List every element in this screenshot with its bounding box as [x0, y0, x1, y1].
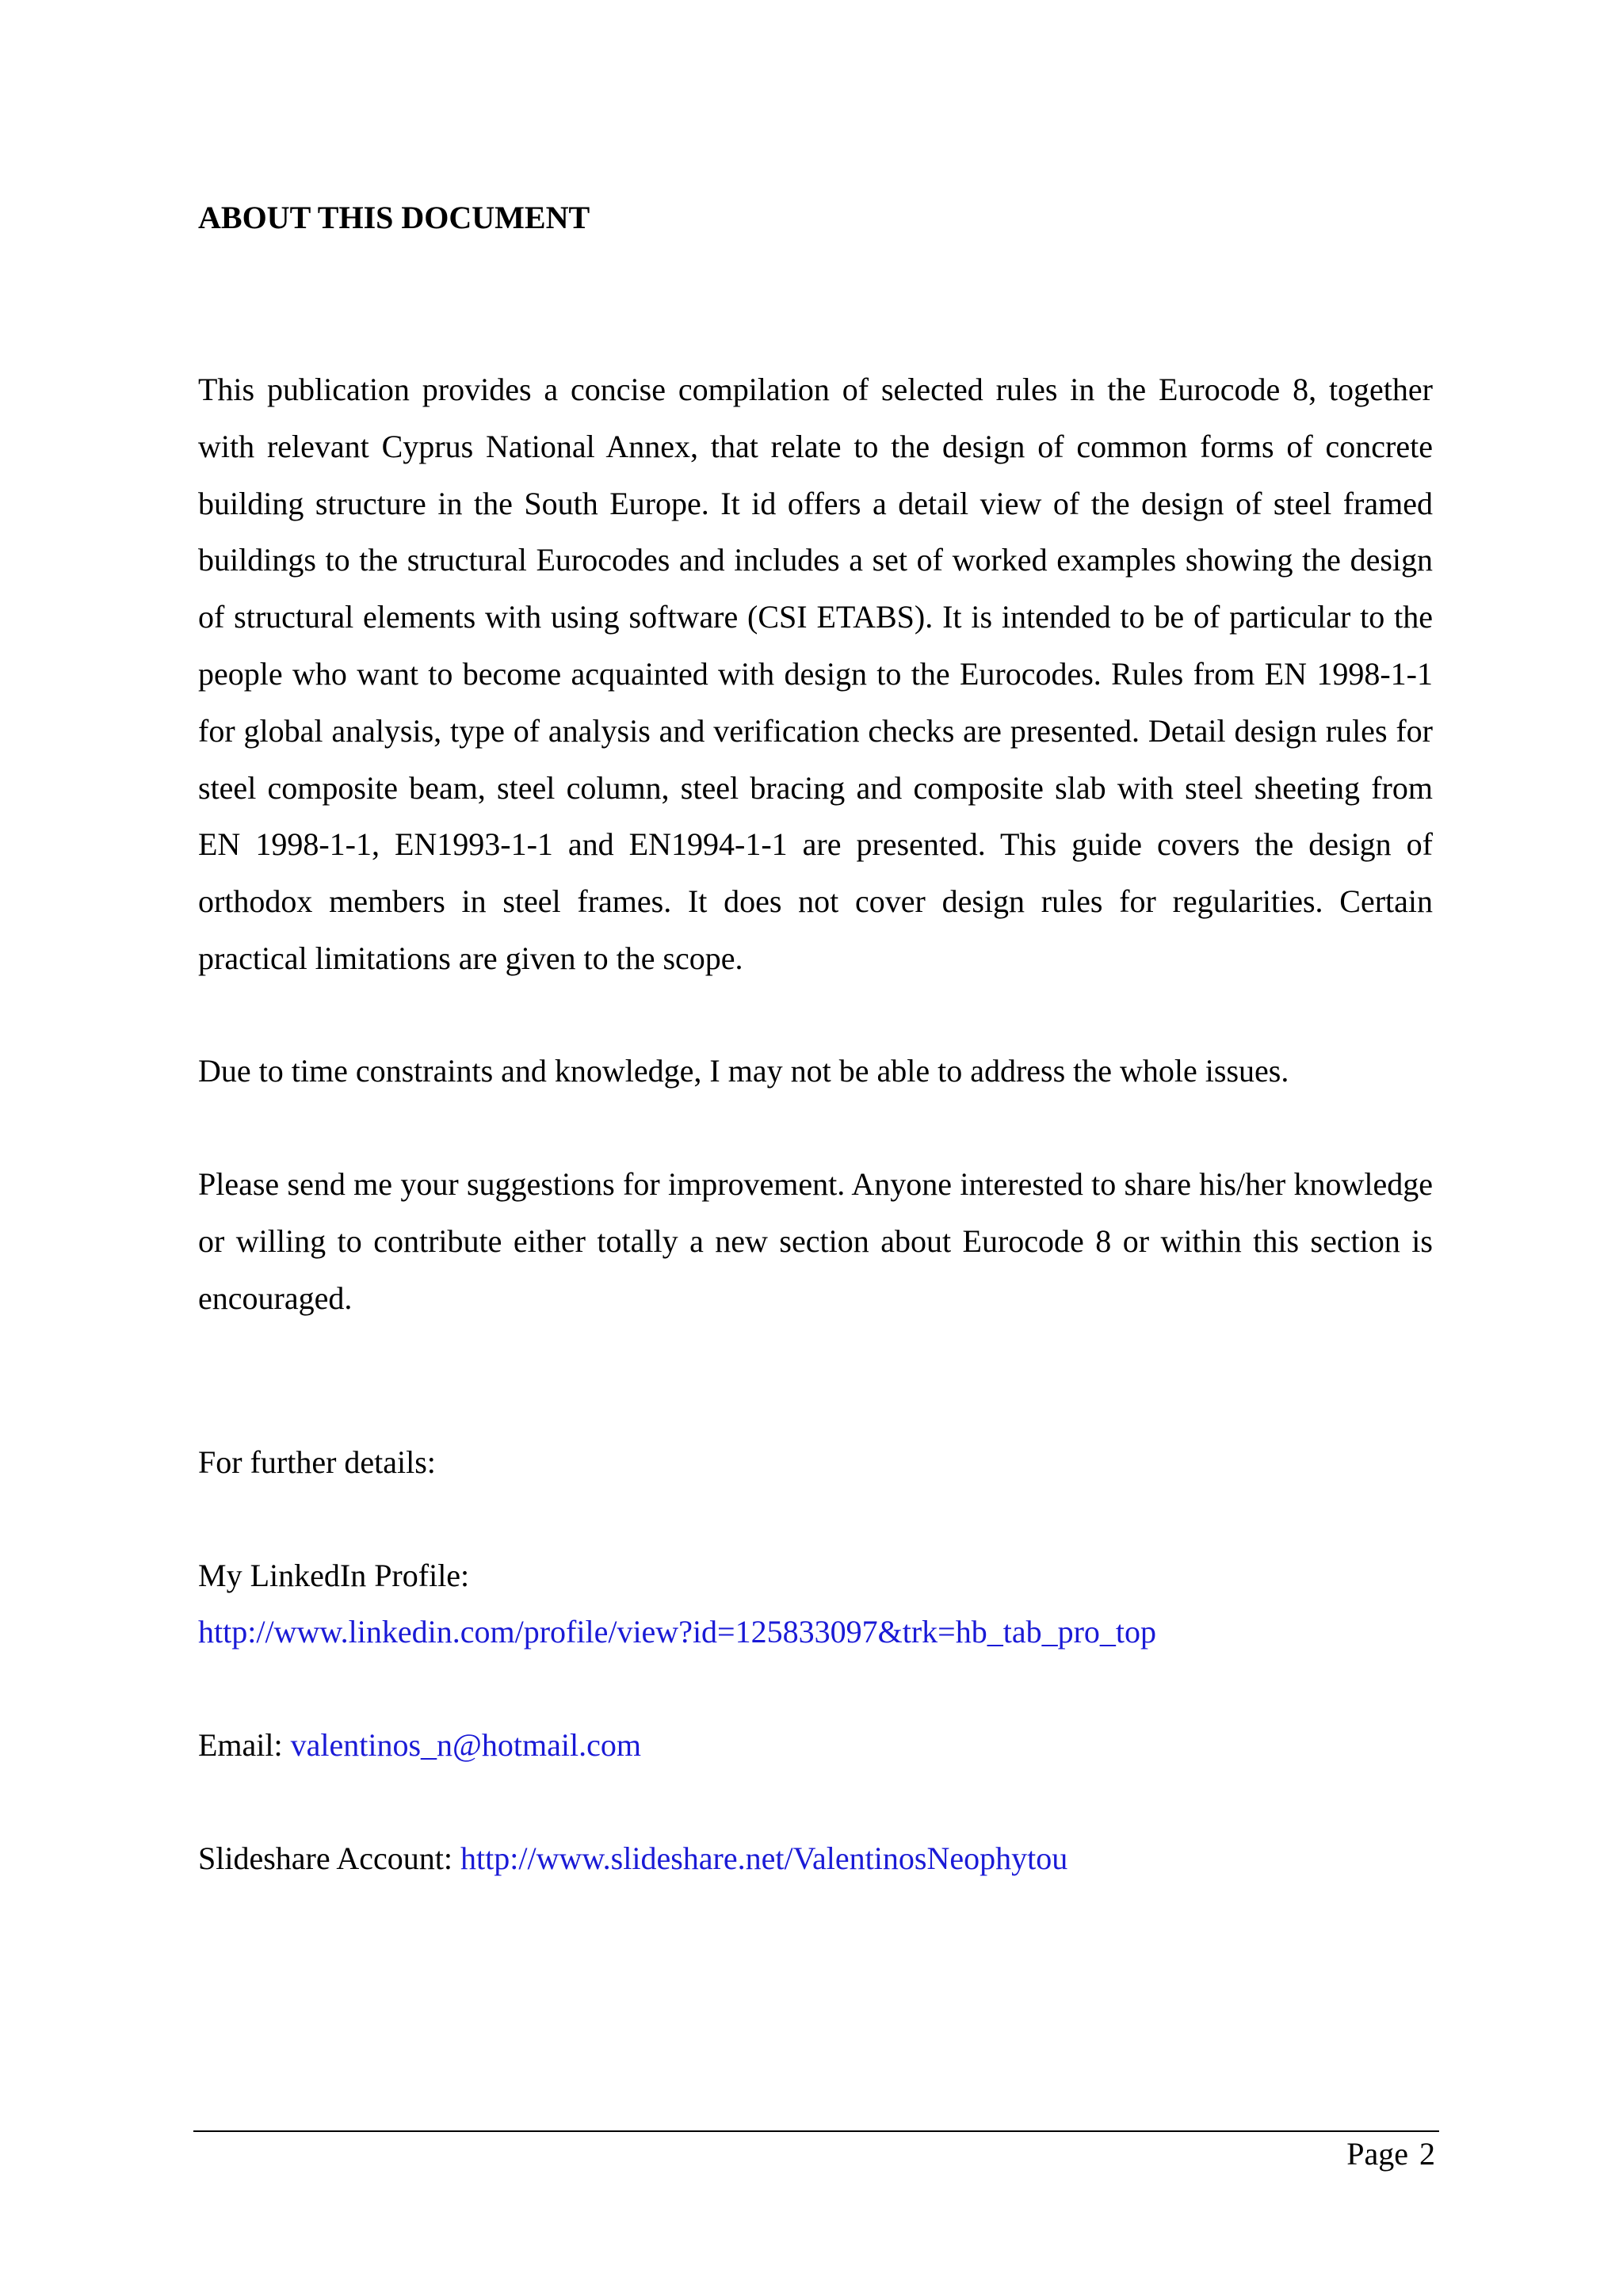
intro-paragraph: This publication provides a concise compilation of selected rules in the Eurocode 8, together with relevant Cyprus National Annex, that relate to the design of common forms of concrete building structure in the South Europe. It id offers a detail view of the design of steel framed buildings to the structural Eurocodes and includes a set of worked examples showing the design of structural elements with using software (CSI ETABS). It is intended to be of particular to the people who want to become acquainted with design to the Eurocodes. Rules from EN 1998-1-1 for global analysis, type of analysis and verification checks are presented. Detail design rules for steel composite beam, steel column, steel bracing and composite slab with steel sheeting from EN 1998-1-1, EN1993-1-1 and EN1994-1-1 are presented. This guide covers the design of orthodox members in steel frames. It does not cover design rules for regularities. Certain practical limitations are given to the scope. — [198, 372, 1433, 976]
suggestions-paragraph: Please send me your suggestions for improvement. Anyone interested to share his/her knowledge or willing to contribute either totally a new section about Eurocode 8 or within this section is encouraged. — [198, 1166, 1433, 1316]
linkedin-label: My LinkedIn Profile: — [198, 1558, 470, 1593]
slideshare-line — [198, 1836, 1433, 1882]
linkedin-link-line — [198, 1609, 1433, 1655]
email-line — [198, 1722, 1433, 1768]
footer-divider — [193, 2130, 1439, 2132]
email-link[interactable]: valentinos_n@hotmail.com — [290, 1727, 641, 1763]
constraints-paragraph: Due to time constraints and knowledge, I may not be able to address the whole issues. — [198, 1053, 1289, 1089]
slideshare-link[interactable]: http://www.slideshare.net/ValentinosNeophytou — [460, 1840, 1068, 1876]
slideshare-label: Slideshare Account: — [198, 1840, 461, 1876]
linkedin-link[interactable]: http://www.linkedin.com/profile/view?id=125833097&trk=hb_tab_pro_top — [198, 1614, 1157, 1650]
page-number: Page 2 — [1346, 2136, 1435, 2172]
section-heading: ABOUT THIS DOCUMENT — [198, 200, 590, 235]
email-label: Email: — [198, 1727, 291, 1763]
further-details-label: For further details: — [198, 1444, 436, 1480]
